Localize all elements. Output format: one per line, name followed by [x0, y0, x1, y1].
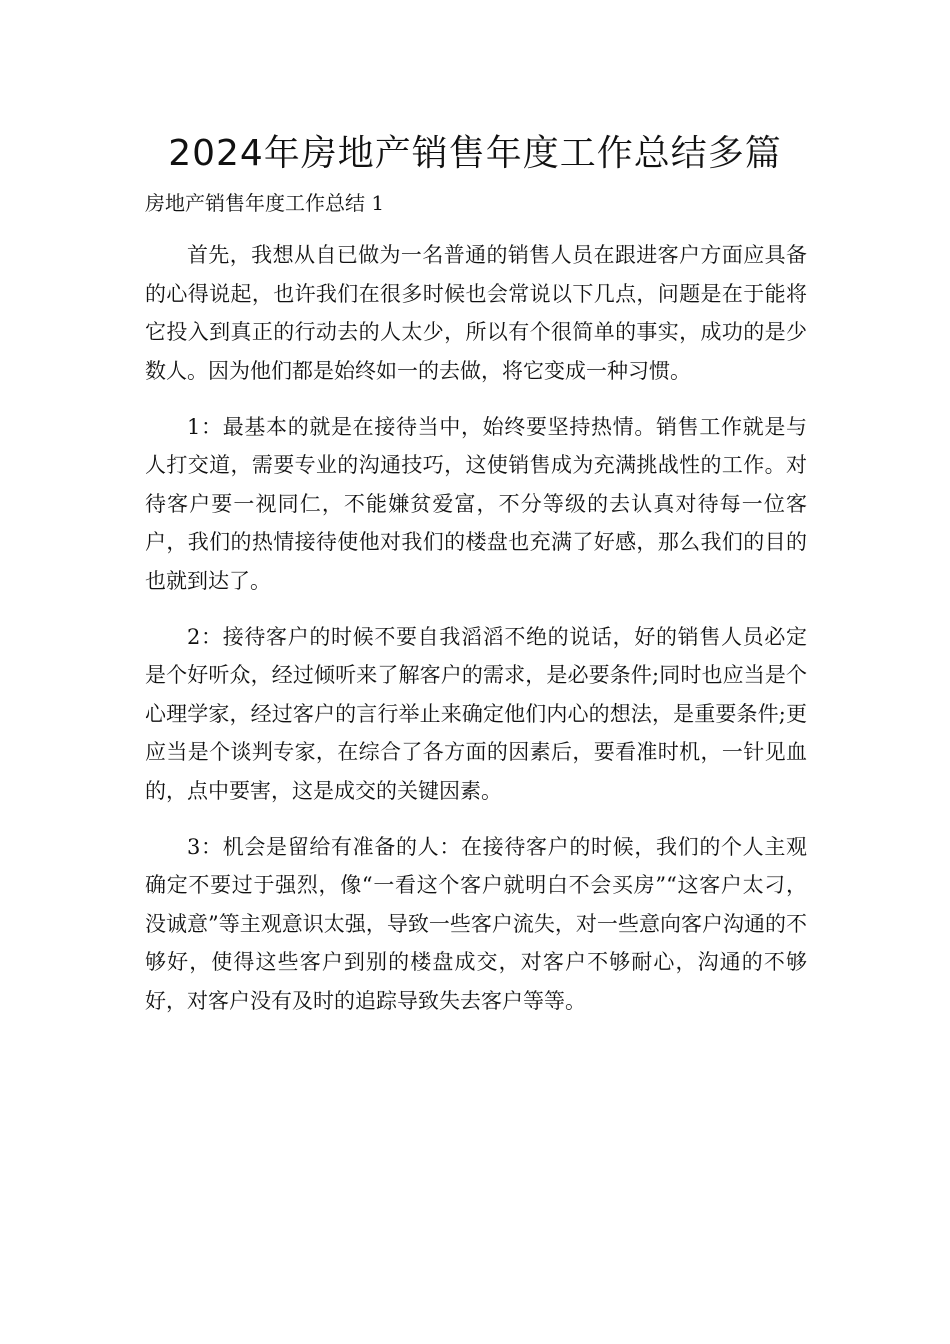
- paragraph-point-3: 3：机会是留给有准备的人：在接待客户的时候，我们的个人主观确定不要过于强烈，像“一看这个客户就明白不会买房”“这客户太刁，没诚意”等主观意识太强，导致一些客户流失，对一些意向客户沟通的不够好，使得这些客户到别的楼盘成交，对客户不够耐心，沟通的不够好，对客户没有及时的追踪导致失去客户等等。: [145, 834, 807, 1013]
- section-heading: 房地产销售年度工作总结 1: [145, 191, 385, 215]
- paragraph-point-1: 1：最基本的就是在接待当中，始终要坚持热情。销售工作就是与人打交道，需要专业的沟通技巧，这使销售成为充满挑战性的工作。对待客户要一视同仁，不能嫌贫爱富，不分等级的去认真对待每一位客户，我们的热情接待使他对我们的楼盘也充满了好感，那么我们的目的也就到达了。: [145, 414, 807, 593]
- paragraph-point-2: 2：接待客户的时候不要自我滔滔不绝的说话，好的销售人员必定是个好听众，经过倾听来了解客户的需求，是必要条件;同时也应当是个心理学家，经过客户的言行举止来确定他们内心的想法，是重要条件;更应当是个谈判专家，在综合了各方面的因素后，要看准时机，一针见血的，点中要害，这是成交的关键因素。: [145, 624, 807, 803]
- document-title: 2024年房地产销售年度工作总结多篇: [168, 133, 782, 174]
- paragraph-intro: 首先，我想从自已做为一名普通的销售人员在跟进客户方面应具备的心得说起，也许我们在很多时候也会常说以下几点，问题是在于能将它投入到真正的行动去的人太少，所以有个很简单的事实，成功的是少数人。因为他们都是始终如一的去做，将它变成一种习惯。: [145, 243, 807, 383]
- document-body: [145, 236, 807, 1038]
